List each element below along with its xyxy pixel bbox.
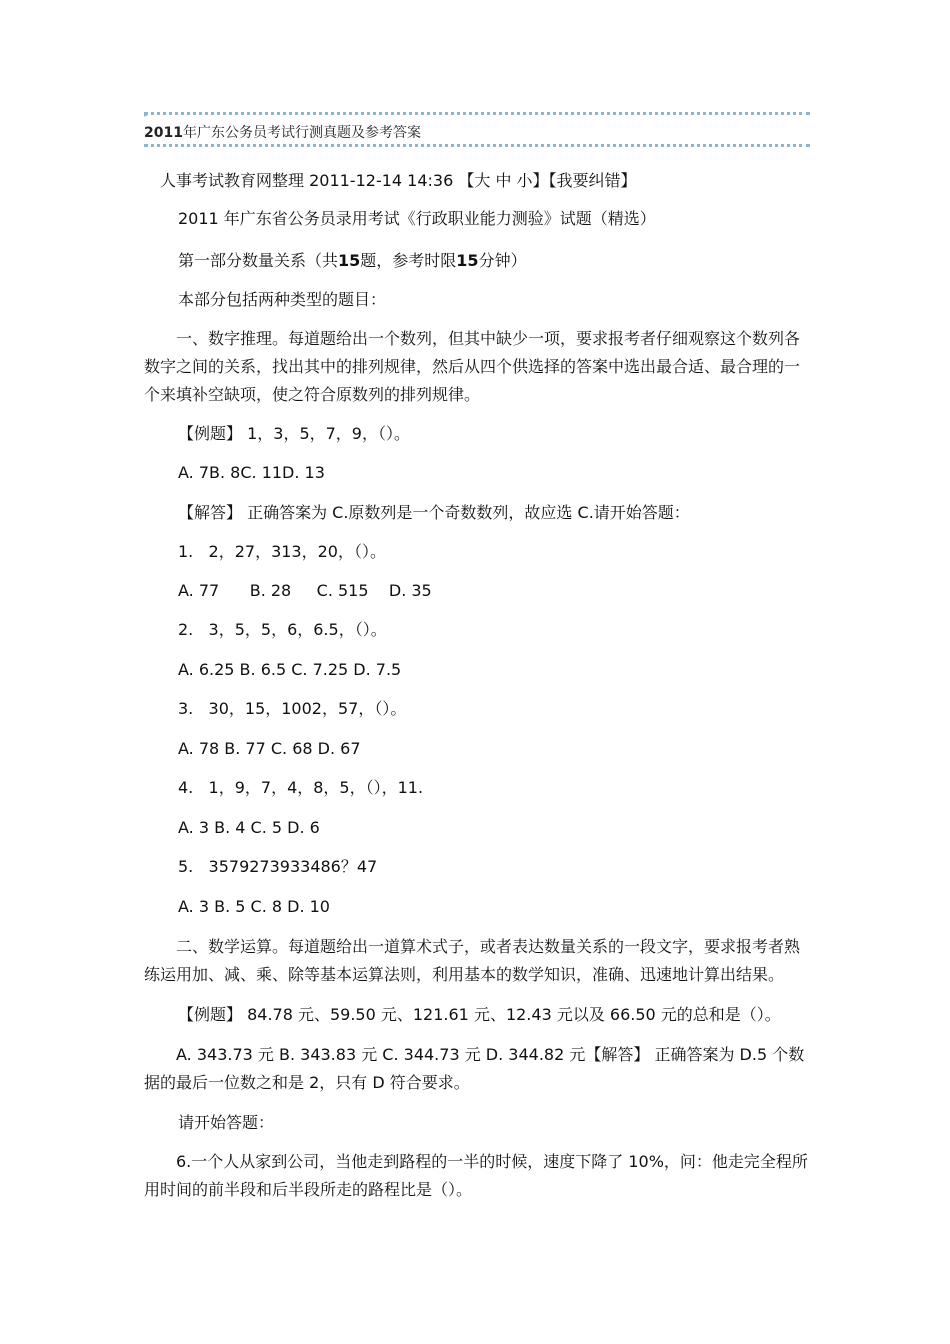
part1-suffix: 分钟） bbox=[478, 251, 527, 270]
source-line: 人事考试教育网整理 2011-12-14 14:36 【大 中 小】【我要纠错】 bbox=[160, 171, 637, 190]
part1-heading bbox=[144, 247, 810, 275]
section1-example-options: A. 7B. 8C. 11D. 13 bbox=[178, 463, 325, 482]
title-text: 年广东公务员考试行测真题及参考答案 bbox=[182, 125, 421, 141]
question-3-options: A. 78 B. 77 C. 68 D. 67 bbox=[178, 739, 361, 758]
question-1: 1. 2，27，313，20，（）。 bbox=[178, 542, 386, 561]
types-intro: 本部分包括两种类型的题目： bbox=[178, 290, 387, 309]
question-5-options: A. 3 B. 5 C. 8 D. 10 bbox=[178, 897, 330, 916]
question-1-options: A. 77 B. 28 C. 515 D. 35 bbox=[178, 581, 432, 600]
section1-description: 一、数字推理。每道题给出一个数列，但其中缺少一项，要求报考者仔细观察这个数列各数字之间的关系，找出其中的排列规律，然后从四个供选择的答案中选出最合适、最合理的一个来填补空缺项，使之符合原数列的排列规律。 bbox=[144, 329, 801, 404]
question-3: 3. 30，15，1002，57，（）。 bbox=[178, 699, 407, 718]
section2-example-options-answer: A. 343.73 元 B. 343.83 元 C. 344.73 元 D. 344.82 元【解答】 正确答案为 D.5 个数据的最后一位数之和是 2，只有 D 符合要求。 bbox=[144, 1045, 805, 1092]
exam-title: 2011 年广东省公务员录用考试《行政职业能力测验》试题（精选） bbox=[178, 209, 656, 228]
section1-example: 【例题】 1，3，5，7，9，（）。 bbox=[178, 424, 410, 443]
question-5: 5. 3579273933486？47 bbox=[178, 857, 378, 876]
part1-minutes: 15 bbox=[456, 251, 479, 270]
question-6: 6.一个人从家到公司，当他走到路程的一半的时候，速度下降了 10%，问：他走完全程所用时间的前半段和后半段所走的路程比是（）。 bbox=[144, 1152, 808, 1199]
document-title bbox=[144, 124, 810, 142]
question-4-options: A. 3 B. 4 C. 5 D. 6 bbox=[178, 818, 320, 837]
part1-mid: 题，参考时限 bbox=[360, 251, 457, 270]
title-year: 2011 bbox=[144, 125, 183, 141]
section2-description: 二、数学运算。每道题给出一道算术式子，或者表达数量关系的一段文字，要求报考者熟练运用加、减、乘、除等基本运算法则，利用基本的数学知识，准确、迅速地计算出结果。 bbox=[144, 937, 801, 984]
question-2-options: A. 6.25 B. 6.5 C. 7.25 D. 7.5 bbox=[178, 660, 402, 679]
section2-example: 【例题】 84.78 元、59.50 元、121.61 元、12.43 元以及 66.50 元的总和是（）。 bbox=[178, 1005, 781, 1024]
section2-start: 请开始答题： bbox=[178, 1113, 275, 1132]
part1-prefix: 第一部分数量关系（共 bbox=[178, 251, 339, 270]
bullet-arrow-icon: ▸ bbox=[144, 110, 149, 119]
question-4: 4. 1，9，7，4，8，5，（），11. bbox=[178, 778, 424, 797]
part1-count: 15 bbox=[338, 251, 361, 270]
section1-answer: 【解答】 正确答案为 C.原数列是一个奇数数列，故应选 C.请开始答题： bbox=[178, 503, 690, 522]
question-2: 2. 3，5，5，6，6.5，（）。 bbox=[178, 620, 387, 639]
